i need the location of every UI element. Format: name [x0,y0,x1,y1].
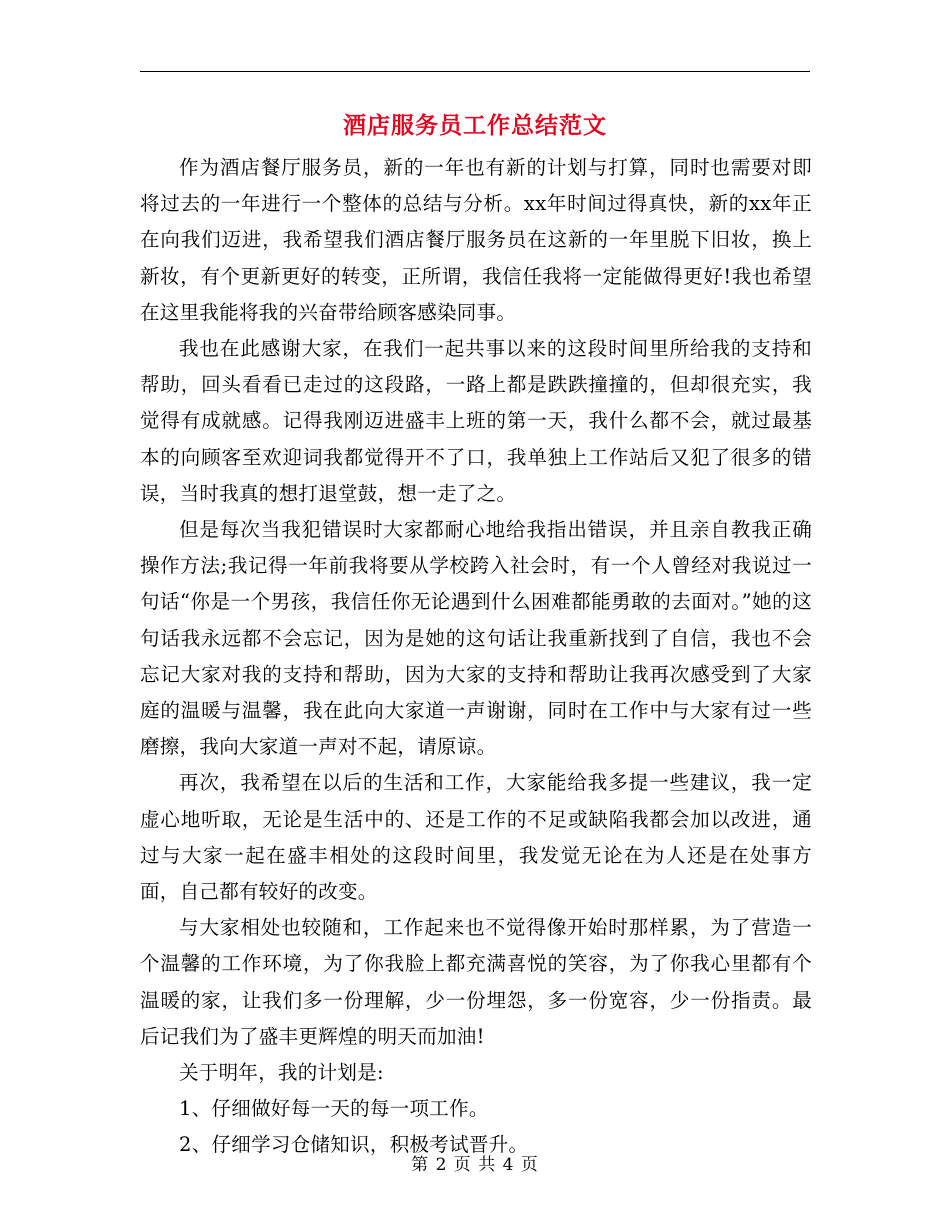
paragraph-suggestions: 再次，我希望在以后的生活和工作，大家能给我多提一些建议，我一定虚心地听取，无论是生活中的、还是工作的不足或缺陷我都会加以改进，通过与大家一起在盛丰相处的这段时间里，我发觉无论在为人还是在处事方面，自己都有较好的改变。 [140,771,812,904]
plan-item-2: 2、仔细学习仓储知识，积极考试晋升。 [179,1133,529,1157]
paragraph-plan-heading: 关于明年，我的计划是: [179,1061,384,1085]
header-rule [140,71,810,72]
paragraph-environment: 与大家相处也较随和，工作起来也不觉得像开始时那样累，为了营造一个温馨的工作环境，为了你我脸上都充满喜悦的笑容，为了你我心里都有个温暖的家，让我们多一份理解，少一份埋怨，多一份宽容，少一份指责。最后记我们为了盛丰更辉煌的明天而加油! [140,916,812,1048]
document-title: 酒店服务员工作总结范文 [343,112,607,139]
paragraph-intro: 作为酒店餐厅服务员，新的一年也有新的计划与打算，同时也需要对即将过去的一年进行一个整体的总结与分析。xx年时间过得真快，新的xx年正在向我们迈进，我希望我们酒店餐厅服务员在这新的一年里脱下旧妆，换上新妆，有个更新更好的转变，正所谓，我信任我将一定能做得更好!我也希望在这里我能将我的兴奋带给顾客感染同事。 [140,156,812,324]
paragraph-mistakes: 但是每次当我犯错误时大家都耐心地给我指出错误，并且亲自教我正确操作方法;我记得一年前我将要从学校跨入社会时，有一个人曾经对我说过一句话“你是一个男孩，我信任你无论遇到什么困难都能勇敢的去面对。”她的这句话我永远都不会忘记，因为是她的这句话让我重新找到了自信，我也不会忘记大家对我的支持和帮助，因为大家的支持和帮助让我再次感受到了大家庭的温暖与温馨，我在此向大家道一声谢谢，同时在工作中与大家有过一些磨擦，我向大家道一声对不起，请原谅。 [140,518,812,759]
document-body [140,150,812,1164]
page-number: 第 2 页 共 4 页 [411,1155,539,1175]
paragraph-thanks: 我也在此感谢大家，在我们一起共事以来的这段时间里所给我的支持和帮助，回头看看已走过的这段路，一路上都是跌跌撞撞的，但却很充实，我觉得有成就感。记得我刚迈进盛丰上班的第一天，我什么都不会，就过最基本的向顾客至欢迎词我都觉得开不了口，我单独上工作站后又犯了很多的错误，当时我真的想打退堂鼓，想一走了之。 [140,337,812,505]
plan-item-1: 1、仔细做好每一天的每一项工作。 [179,1097,489,1121]
